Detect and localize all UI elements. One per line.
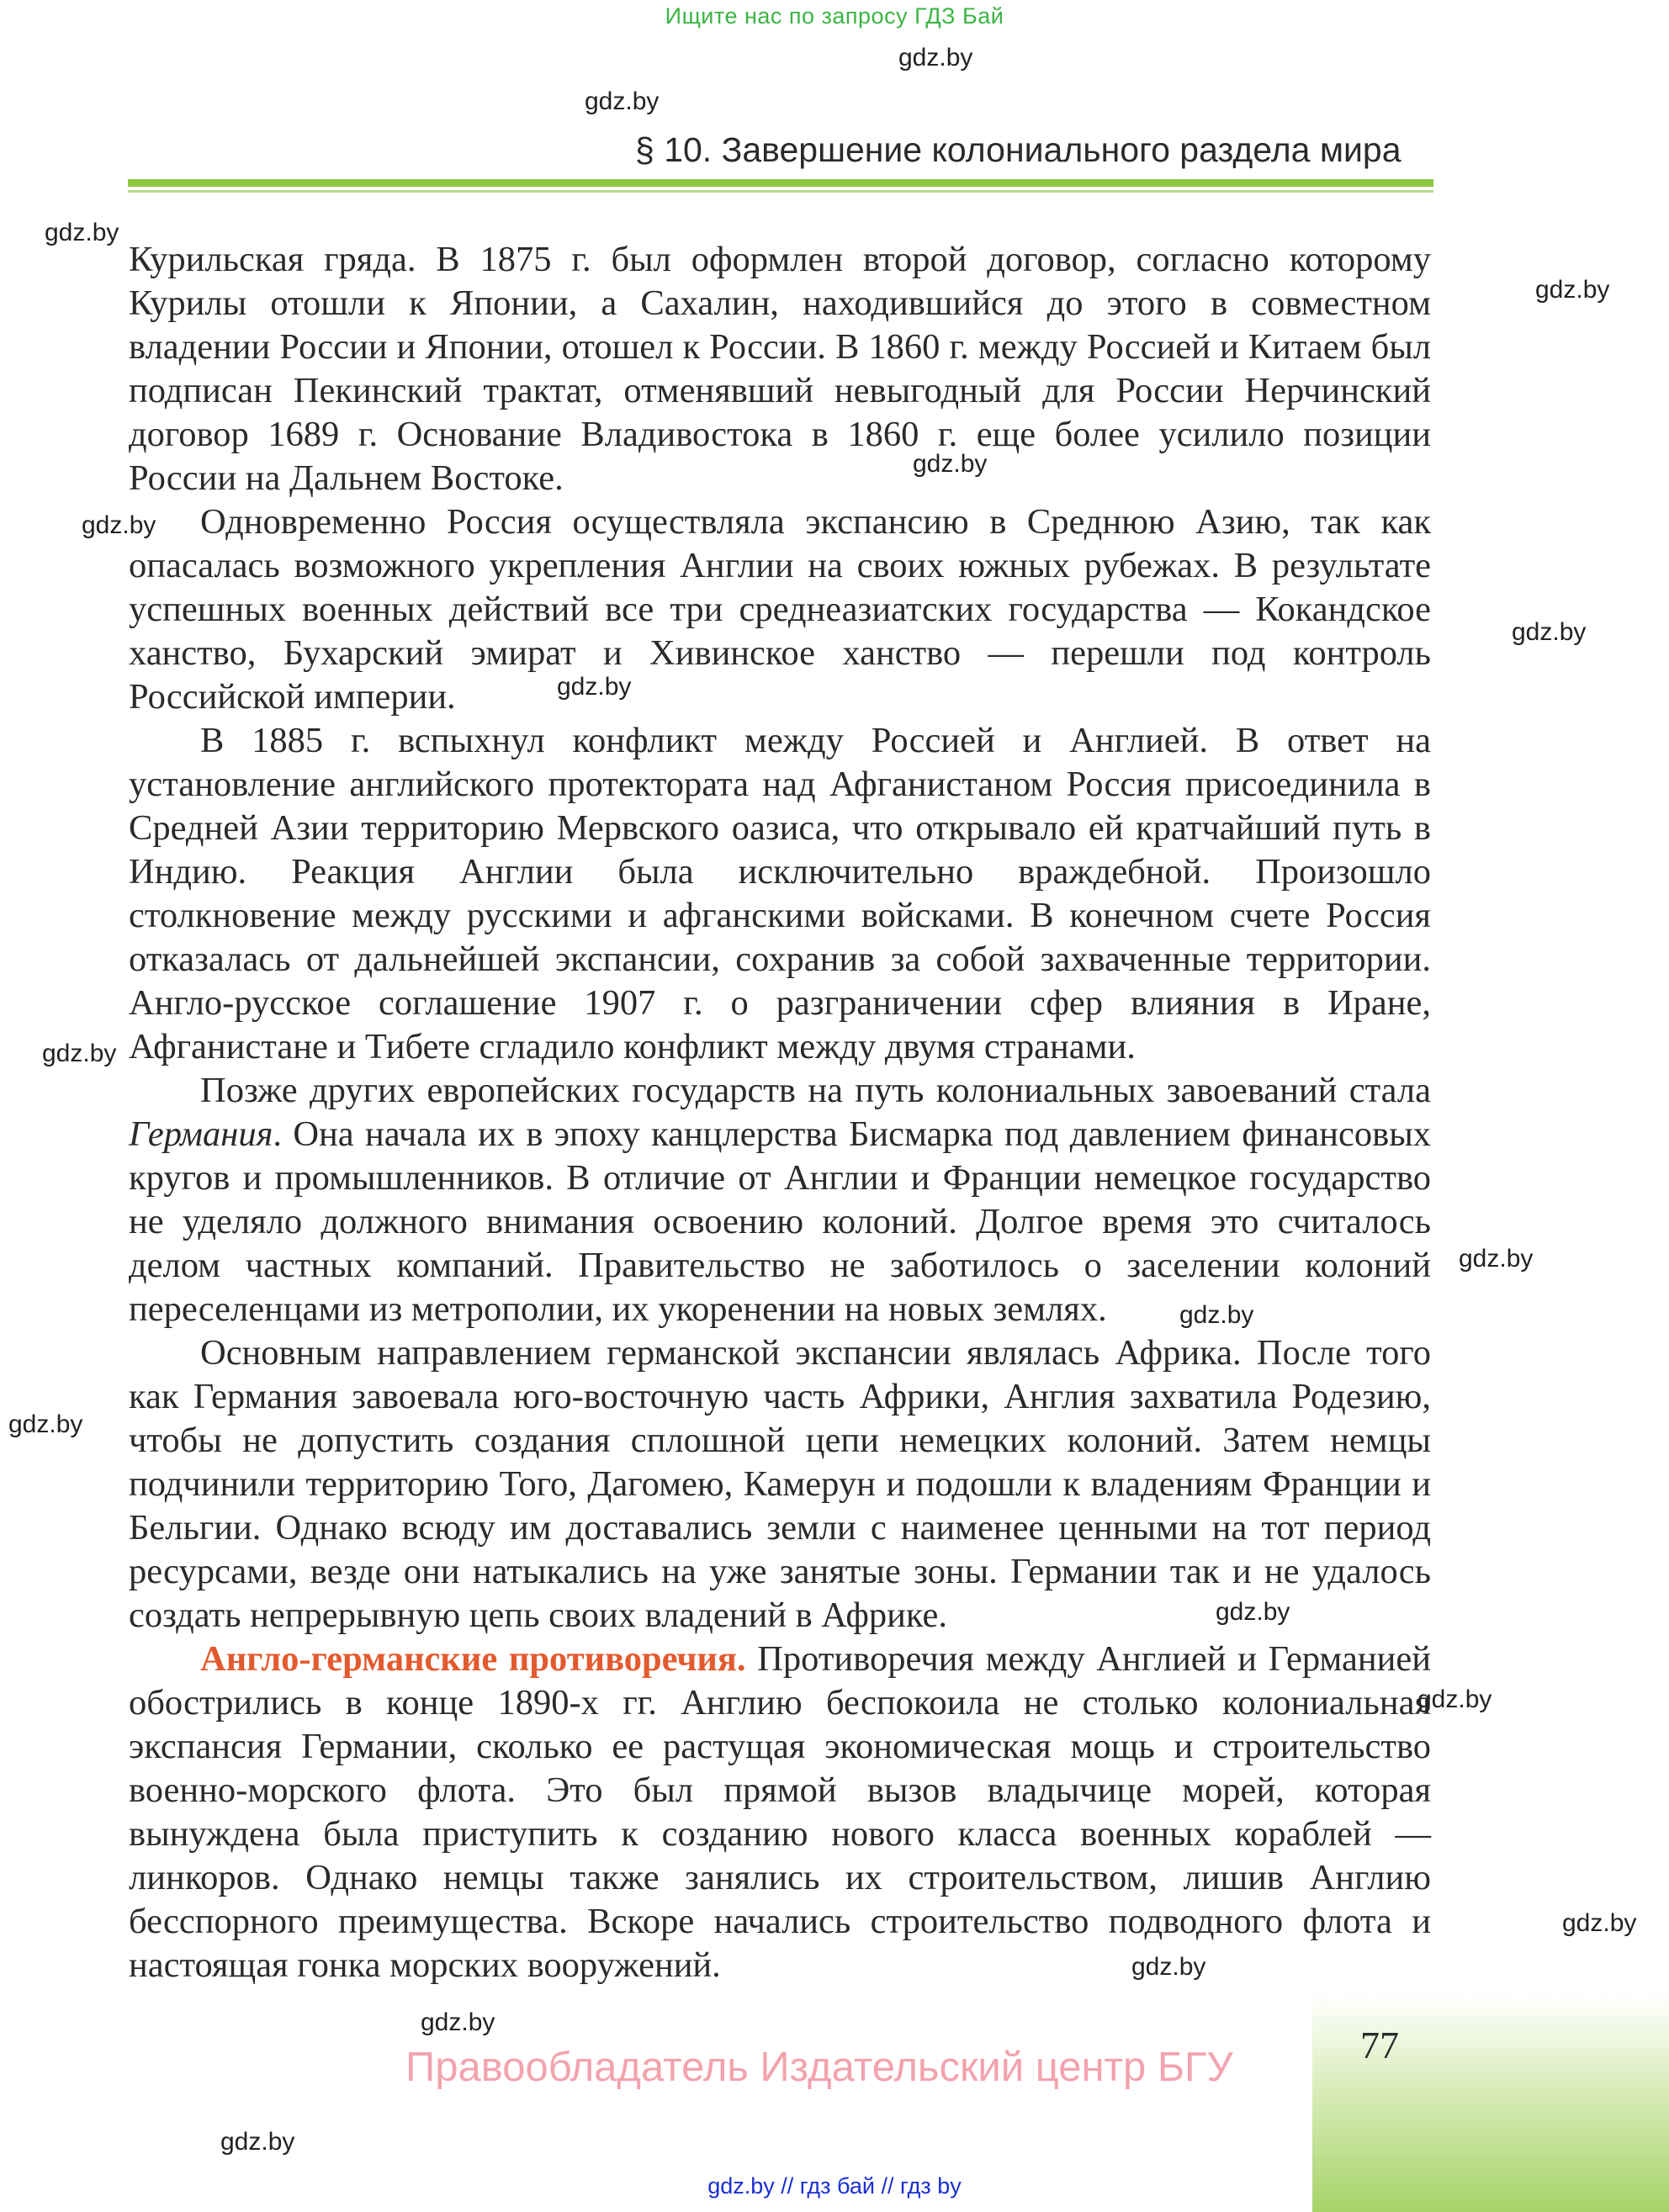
paragraph-3: В 1885 г. вспыхнул конфликт между Россией и Англией. В ответ на установление английского протектората над Афганистаном Россия присоединила в Средней Азии территорию Мервского оазиса, что открывало ей кратчайший путь в Индию. Реакция Англии была исключительно враждебной. Произошло столкновение между русскими и афганскими войсками. В конечном счете Россия отказалась от дальнейшей экспансии, сохранив за собой захваченные территории. Англо-русское соглашение 1907 г. о разграничении сфер влияния в Иране, Афганистане и Тибете сгладило конфликт между двумя странами. xyxy=(129,721,1431,1066)
body-text xyxy=(129,238,1431,1987)
paragraph-4 xyxy=(129,1069,1431,1331)
watermark: gdz.by xyxy=(557,673,632,701)
page-number: 77 xyxy=(1360,2024,1399,2066)
paragraph-4-rest: . Она начала их в эпоху канцлерства Бисмарка под давлением финансовых кругов и промышленников. В отличие от Англии и Франции немецкое государство не уделяло должного внимания освоению колоний. Долгое время это считалось делом частных компаний. Правительство не заботилось о заселении колоний переселенцами из метрополии, их укоренении на новых землях. xyxy=(129,1114,1431,1329)
watermark: gdz.by xyxy=(220,2128,295,2156)
watermark: gdz.by xyxy=(421,2008,495,2036)
header-rule xyxy=(128,179,1433,187)
watermark: gdz.by xyxy=(1179,1301,1254,1329)
watermark: gdz.by xyxy=(1535,276,1610,304)
watermark: gdz.by xyxy=(82,511,156,539)
watermark: gdz.by xyxy=(1417,1685,1492,1713)
watermark: gdz.by xyxy=(42,1040,117,1067)
paragraph-4-start: Позже других европейских государств на путь колониальных завоеваний стала xyxy=(200,1071,1431,1110)
footer-links: gdz.by // гдз бай // гдз by xyxy=(707,2173,962,2199)
paragraph-5: Основным направлением германской экспансии являлась Африка. После того как Германия завоевала юго-восточную часть Африки, Англия захватила Родезию, чтобы не допустить создания сплошной цепи немецких колоний. Затем немцы подчинили территорию Того, Дагомею, Камерун и подошли к владениям Франции и Бельгии. Однако всюду им доставались земли с наименее ценными на тот период ресурсами, везде они натыкались на уже занятые зоны. Германии так и не удалось создать непрерывную цепь своих владений в Африке. xyxy=(129,1333,1431,1635)
paragraph-6-rest: Противоречия между Англией и Германией обострились в конце 1890-х гг. Англию беспокоила не столько колониальная экспансия Германии, сколько ее растущая экономическая мощь и строительство военно-морского флота. Это был прямой вызов владычице морей, которая вынуждена была приступить к созданию нового класса военных кораблей — линкоров. Однако немцы также занялись их строительством, лишив Англию бесспорного преимущества. Вскоре начались строительство подводного флота и настоящая гонка морских вооружений. xyxy=(129,1639,1431,1985)
watermark: gdz.by xyxy=(1131,1953,1206,1981)
top-banner: Ищите нас по запросу ГДЗ Бай xyxy=(665,3,1004,29)
section-title: § 10. Завершение колониального раздела мира xyxy=(635,130,1401,169)
watermark: gdz.by xyxy=(585,87,660,115)
watermark: gdz.by xyxy=(1562,1909,1637,1937)
subsection-heading: Англо-германские противоречия. xyxy=(200,1639,746,1679)
watermark: gdz.by xyxy=(8,1410,83,1438)
paragraph-6 xyxy=(129,1638,1431,1987)
watermark: gdz.by xyxy=(1512,618,1587,646)
watermark: gdz.by xyxy=(913,450,988,478)
header-rule-thin xyxy=(128,190,1433,193)
watermark: gdz.by xyxy=(1216,1598,1290,1626)
paragraph-1: Курильская гряда. В 1875 г. был оформлен второй договор, согласно которому Курилы отошли к Японии, а Сахалин, находившийся до этого в совместном владении России и Японии, отошел к России. В 1860 г. между Россией и Китаем был подписан Пекинский трактат, отменявший невыгодный для России Нерчинский договор 1689 г. Основание Владивостока в 1860 г. еще более усилило позиции России на Дальнем Востоке. xyxy=(129,240,1431,498)
watermark: gdz.by xyxy=(898,44,973,71)
copyright-notice: Правообладатель Издательский центр БГУ xyxy=(405,2045,1233,2090)
germany-italic: Германия xyxy=(129,1114,273,1154)
watermark: gdz.by xyxy=(45,219,119,246)
watermark: gdz.by xyxy=(1459,1245,1534,1273)
paragraph-2: Одновременно Россия осуществляла экспансию в Среднюю Азию, так как опасалась возможного укрепления Англии на своих южных рубежах. В результате успешных военных действий все три среднеазиатских государства — Кокандское ханство, Бухарский эмират и Хивинское ханство — перешли под контроль Российской империи. xyxy=(129,502,1431,717)
